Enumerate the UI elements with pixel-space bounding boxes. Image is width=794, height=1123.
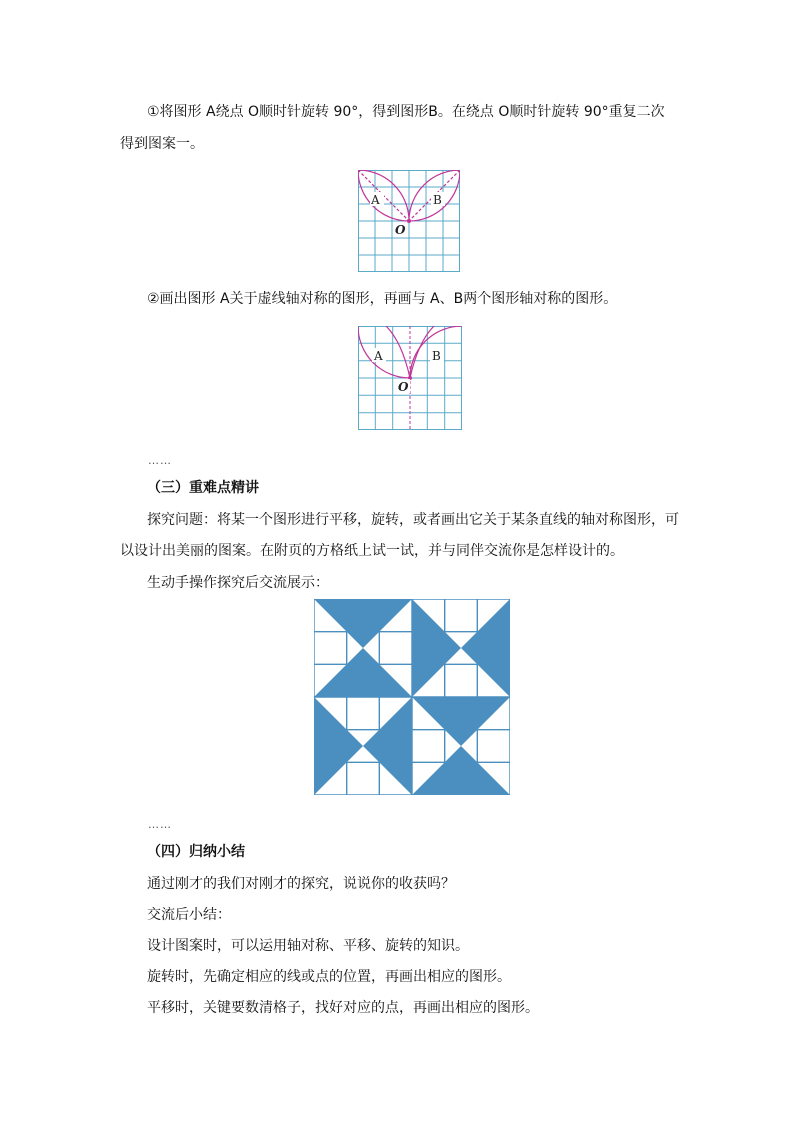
label-o: O (395, 223, 406, 237)
summary-line: 交流后小结： (147, 907, 231, 923)
rotation-figure (358, 170, 460, 272)
paragraph-line: 以设计出美丽的图案。在附页的方格纸上试一试，并与同伴交流你是怎样设计的。 (120, 543, 624, 559)
section-heading: （三）重难点精讲 (147, 480, 259, 496)
label-b: B (432, 349, 441, 363)
step1-line2: 得到图案一。 (120, 136, 204, 152)
ellipsis: …… (148, 818, 172, 831)
summary-line: 通过刚才的我们对刚才的探究，说说你的收获吗？ (147, 876, 455, 892)
paragraph-line: 探究问题：将某一个图形进行平移，旋转，或者画出它关于某条直线的轴对称图形，可 (147, 512, 679, 528)
paragraph-line: 生动手操作探究后交流展示： (147, 575, 329, 591)
summary-line: 平移时，关键要数清格子，找好对应的点，再画出相应的图形。 (147, 1000, 539, 1016)
label-a: A (374, 349, 383, 363)
label-b: B (433, 193, 442, 207)
symmetry-figure (358, 326, 462, 430)
label-o: O (398, 380, 409, 394)
step2-line1: ②画出图形 A关于虚线轴对称的图形，再画与 A、B两个图形轴对称的图形。 (147, 291, 618, 307)
summary-line: 设计图案时，可以运用轴对称、平移、旋转的知识。 (147, 938, 469, 954)
label-a: A (371, 193, 380, 207)
summary-line: 旋转时，先确定相应的线或点的位置，再画出相应的图形。 (147, 969, 511, 985)
step1-line1: ①将图形 A绕点 O顺时针旋转 90°，得到图形B。在绕点 O顺时针旋转 90°重复二次 (147, 104, 665, 120)
section-heading: （四）归纳小结 (147, 844, 245, 860)
pattern-figure (314, 599, 510, 795)
ellipsis: …… (148, 454, 172, 467)
